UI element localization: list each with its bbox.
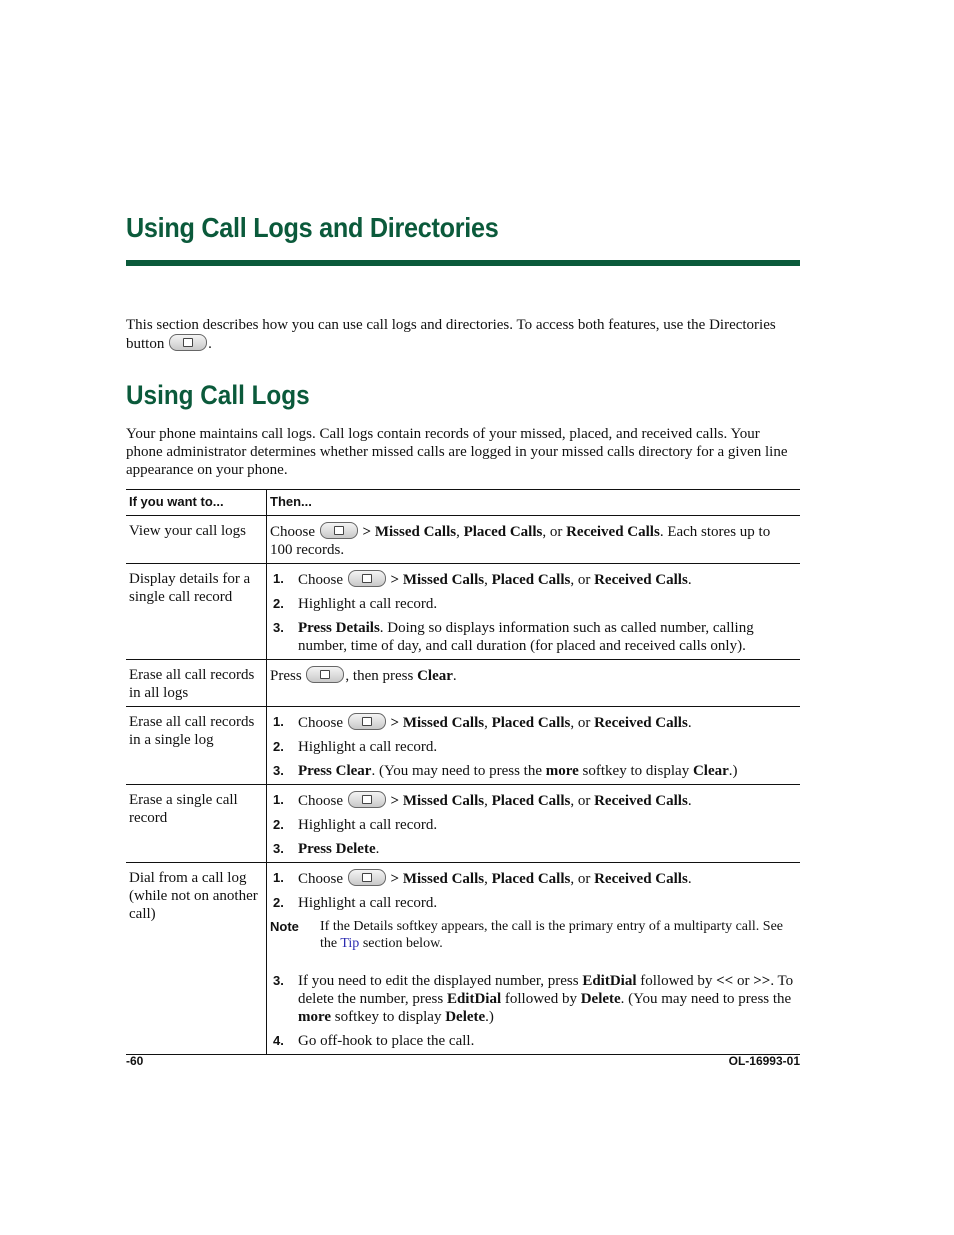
row-action: Erase all call records in all logs xyxy=(126,660,267,707)
clear-label: Clear xyxy=(417,668,453,684)
step-text: softkey to display xyxy=(578,763,693,779)
step-item xyxy=(270,816,794,834)
step-item xyxy=(270,869,794,888)
header-then: Then... xyxy=(267,490,801,516)
step-list xyxy=(270,791,794,858)
step-number: 3. xyxy=(273,620,284,635)
step-text: , xyxy=(484,793,492,809)
step-separator: > xyxy=(386,715,403,731)
press-clear-label: Press Clear xyxy=(298,763,372,779)
step-text: . xyxy=(375,841,380,857)
step-text: . xyxy=(687,572,692,588)
step-text: , or xyxy=(570,715,595,731)
row-instructions xyxy=(267,707,801,785)
intro-end: . xyxy=(208,336,212,352)
row-instructions xyxy=(267,564,801,660)
received-calls-label: Received Calls xyxy=(566,524,660,540)
more-softkey-label: more xyxy=(545,763,579,779)
step-text: or xyxy=(733,973,754,989)
table-row xyxy=(126,516,800,564)
instruction-text: . xyxy=(452,668,457,684)
step-text: Go off-hook to place the call. xyxy=(298,1033,475,1049)
forward-label: >> xyxy=(753,973,771,989)
step-text: If you need to edit the displayed number, press xyxy=(298,973,583,989)
step-text: Highlight a call record. xyxy=(298,817,438,833)
table-header-row xyxy=(126,490,800,516)
step-number: 2. xyxy=(273,596,284,611)
instruction-text: , then press xyxy=(345,668,418,684)
table-row xyxy=(126,785,800,863)
missed-calls-label: Missed Calls xyxy=(402,871,485,887)
placed-calls-label: Placed Calls xyxy=(463,524,543,540)
placed-calls-label: Placed Calls xyxy=(491,871,571,887)
press-details-label: Press Details xyxy=(298,620,380,636)
step-list xyxy=(270,570,794,655)
step-separator: > xyxy=(386,871,403,887)
more-softkey-label: more xyxy=(298,1009,332,1025)
step-number: 2. xyxy=(273,739,284,754)
note-label: Note xyxy=(270,919,299,934)
table-row xyxy=(126,564,800,660)
call-logs-table xyxy=(126,489,800,1055)
instruction-text: Press xyxy=(270,668,302,684)
step-text: , xyxy=(484,572,492,588)
step-item xyxy=(270,738,794,756)
note-block xyxy=(270,918,794,952)
instruction-text: , xyxy=(456,524,464,540)
document-id: OL-16993-01 xyxy=(728,1054,800,1068)
step-item xyxy=(270,762,794,780)
editdial-label: EditDial xyxy=(582,973,637,989)
step-number: 1. xyxy=(273,792,284,807)
title-rule xyxy=(126,260,800,266)
row-action: Dial from a call log (while not on another call) xyxy=(126,863,267,1055)
instruction-text: Choose xyxy=(270,524,315,540)
step-separator: > xyxy=(386,572,403,588)
missed-calls-label: Missed Calls xyxy=(402,715,485,731)
table-row xyxy=(126,707,800,785)
placed-calls-label: Placed Calls xyxy=(491,793,571,809)
step-text: Highlight a call record. xyxy=(298,739,438,755)
step-text: Choose xyxy=(298,715,343,731)
step-number: 2. xyxy=(273,817,284,832)
note-text: If the Details softkey appears, the call is the primary entry of a multiparty call. See the xyxy=(320,919,784,951)
row-action: Erase a single call record xyxy=(126,785,267,863)
placed-calls-label: Placed Calls xyxy=(491,572,571,588)
missed-calls-label: Missed Calls xyxy=(374,524,457,540)
step-number: 1. xyxy=(273,571,284,586)
step-text: . (You may need to press the xyxy=(620,991,792,1007)
received-calls-label: Received Calls xyxy=(594,715,688,731)
step-item xyxy=(270,894,794,912)
step-item xyxy=(270,595,794,613)
table-row xyxy=(126,863,800,1055)
step-number: 3. xyxy=(273,763,284,778)
step-text: , or xyxy=(570,793,595,809)
step-number: 3. xyxy=(273,973,284,988)
section-description: Your phone maintains call logs. Call logs contain records of your missed, placed, and received calls. Your phone administrator determines whether missed calls are logged in your missed calls directory for a given line appearance on your phone. xyxy=(126,426,788,478)
directories-button-icon xyxy=(348,791,386,808)
step-text: . (You may need to press the xyxy=(371,763,546,779)
table-row xyxy=(126,660,800,707)
tip-link[interactable]: Tip xyxy=(340,936,360,951)
delete-label: Delete xyxy=(580,991,621,1007)
step-text: softkey to display xyxy=(331,1009,446,1025)
clear-label: Clear xyxy=(692,763,729,779)
step-text: . xyxy=(687,793,692,809)
directories-button-icon xyxy=(169,334,207,351)
intro-text: This section describes how you can use call logs and directories. To access both features, use the Directories button xyxy=(126,317,776,352)
step-text: followed by xyxy=(501,991,581,1007)
row-instructions xyxy=(267,863,801,1055)
step-number: 1. xyxy=(273,870,284,885)
instruction-separator: > xyxy=(358,524,375,540)
directories-button-icon xyxy=(320,522,358,539)
page-number: -60 xyxy=(126,1054,144,1068)
step-item xyxy=(270,570,794,589)
step-text: . To delete the number, press xyxy=(298,973,794,1007)
press-delete-label: Press Delete xyxy=(298,841,376,857)
step-number: 3. xyxy=(273,841,284,856)
row-instructions xyxy=(267,785,801,863)
section-title: Using Call Logs xyxy=(126,380,310,410)
note-text: section below. xyxy=(359,936,443,951)
step-text: Choose xyxy=(298,871,343,887)
step-number: 4. xyxy=(273,1033,284,1048)
row-action: View your call logs xyxy=(126,516,267,564)
back-label: << xyxy=(716,973,734,989)
missed-calls-label: Missed Calls xyxy=(402,572,485,588)
directories-button-icon xyxy=(348,713,386,730)
missed-calls-label: Missed Calls xyxy=(402,793,485,809)
step-text: , xyxy=(484,715,492,731)
step-text: Highlight a call record. xyxy=(298,596,438,612)
step-list xyxy=(270,869,794,912)
instruction-text: , or xyxy=(542,524,567,540)
step-item xyxy=(270,972,794,1026)
step-text: Choose xyxy=(298,793,343,809)
intro-paragraph xyxy=(126,316,800,353)
step-text: Highlight a call record. xyxy=(298,895,438,911)
step-item xyxy=(270,840,794,858)
step-text: .) xyxy=(485,1009,494,1025)
step-text: , or xyxy=(570,871,595,887)
header-if-you-want: If you want to... xyxy=(126,490,267,516)
instruction-text: . Each stores up to 100 records. xyxy=(270,524,771,558)
row-instructions xyxy=(267,660,801,707)
delete-label: Delete xyxy=(445,1009,486,1025)
row-action: Display details for a single call record xyxy=(126,564,267,660)
step-item xyxy=(270,619,794,655)
received-calls-label: Received Calls xyxy=(594,793,688,809)
step-number: 2. xyxy=(273,895,284,910)
page-title: Using Call Logs and Directories xyxy=(126,212,499,243)
directories-button-icon xyxy=(348,869,386,886)
step-text: .) xyxy=(728,763,738,779)
step-text: , or xyxy=(570,572,595,588)
step-text: . xyxy=(687,871,692,887)
step-text: . Doing so displays information such as called number, calling number, time of day, and call duration (for placed and received calls only). xyxy=(298,620,754,654)
step-text: , xyxy=(484,871,492,887)
step-separator: > xyxy=(386,793,403,809)
editdial-label: EditDial xyxy=(446,991,502,1007)
step-item xyxy=(270,713,794,732)
step-text: followed by xyxy=(636,973,717,989)
step-item xyxy=(270,1032,794,1050)
row-instructions xyxy=(267,516,801,564)
received-calls-label: Received Calls xyxy=(594,572,688,588)
step-list xyxy=(270,972,794,1050)
step-list xyxy=(270,713,794,780)
directories-button-icon xyxy=(348,570,386,587)
placed-calls-label: Placed Calls xyxy=(491,715,571,731)
received-calls-label: Received Calls xyxy=(594,871,688,887)
step-text: . xyxy=(687,715,692,731)
step-item xyxy=(270,791,794,810)
row-action: Erase all call records in a single log xyxy=(126,707,267,785)
step-number: 1. xyxy=(273,714,284,729)
step-text: Choose xyxy=(298,572,343,588)
directories-button-icon xyxy=(306,666,344,683)
